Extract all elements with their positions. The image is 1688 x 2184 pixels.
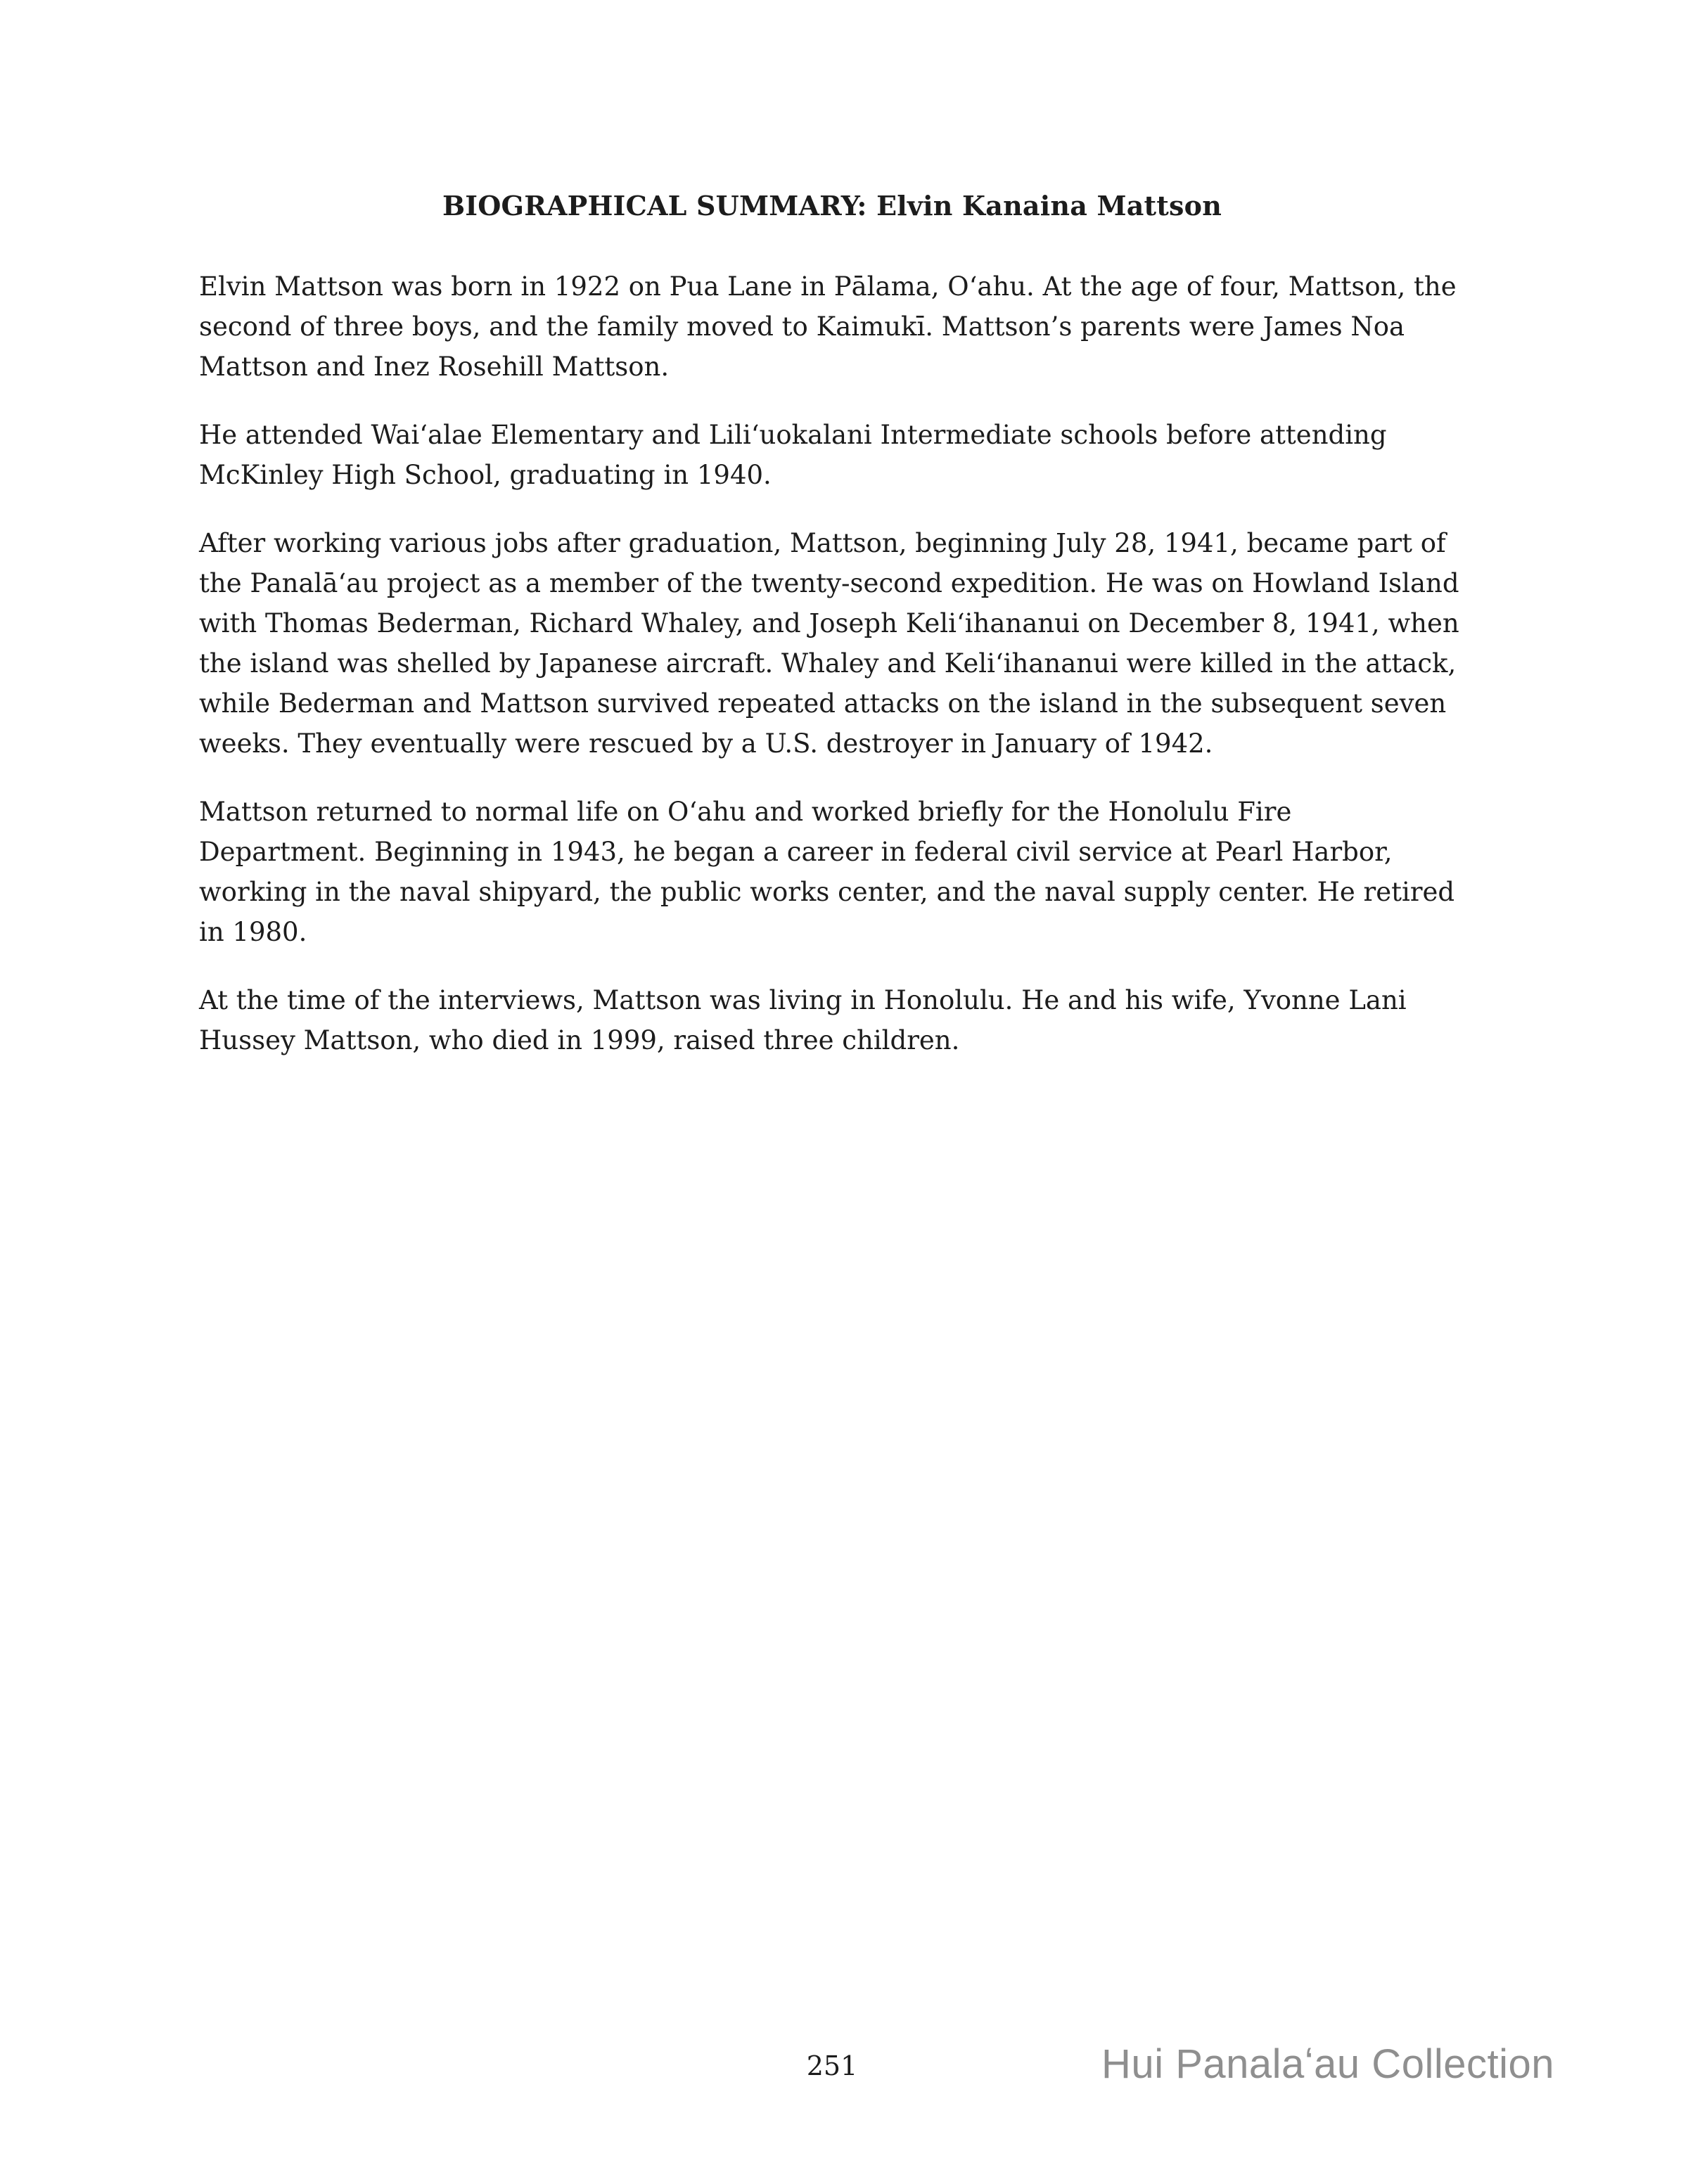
- paragraph: Mattson returned to normal life on Oʻahu and worked briefly for the Honolulu Fire Department. Beginning in 1943, he began a career in federal civil service at Pearl Harbor, working in the naval shipyard, the public works center, and the naval supply center. He retired in 1980.: [199, 797, 1455, 947]
- document-content: [199, 190, 1465, 1088]
- paragraph: After working various jobs after graduation, Mattson, beginning July 28, 1941, became part of the Panalāʻau project as a member of the twenty-second expedition. He was on Howland Island with Thomas Bederman, Richard Whaley, and Joseph Keliʻihananui on December 8, 1941, when the island was shelled by Japanese aircraft. Whaley and Keliʻihananui were killed in the attack, while Bederman and Mattson survived repeated attacks on the island in the subsequent seven weeks. They eventually were rescued by a U.S. destroyer in January of 1942.: [199, 528, 1459, 759]
- page-number: 251: [806, 2050, 858, 2081]
- paragraph: Elvin Mattson was born in 1922 on Pua Lane in Pālama, Oʻahu. At the age of four, Mattson, the second of three boys, and the family moved to Kaimukī. Mattson’s parents were James Noa Mattson and Inez Rosehill Mattson.: [199, 271, 1457, 382]
- page-title: BIOGRAPHICAL SUMMARY: Elvin Kanaina Mattson: [442, 190, 1222, 221]
- paragraph: At the time of the interviews, Mattson was living in Honolulu. He and his wife, Yvonne Lani Hussey Mattson, who died in 1999, raised three children.: [199, 985, 1407, 1055]
- paragraph: He attended Waiʻalae Elementary and Liliʻuokalani Intermediate schools before attending McKinley High School, graduating in 1940.: [199, 420, 1387, 490]
- collection-watermark: Hui Panalaʻau Collection: [1101, 2041, 1554, 2087]
